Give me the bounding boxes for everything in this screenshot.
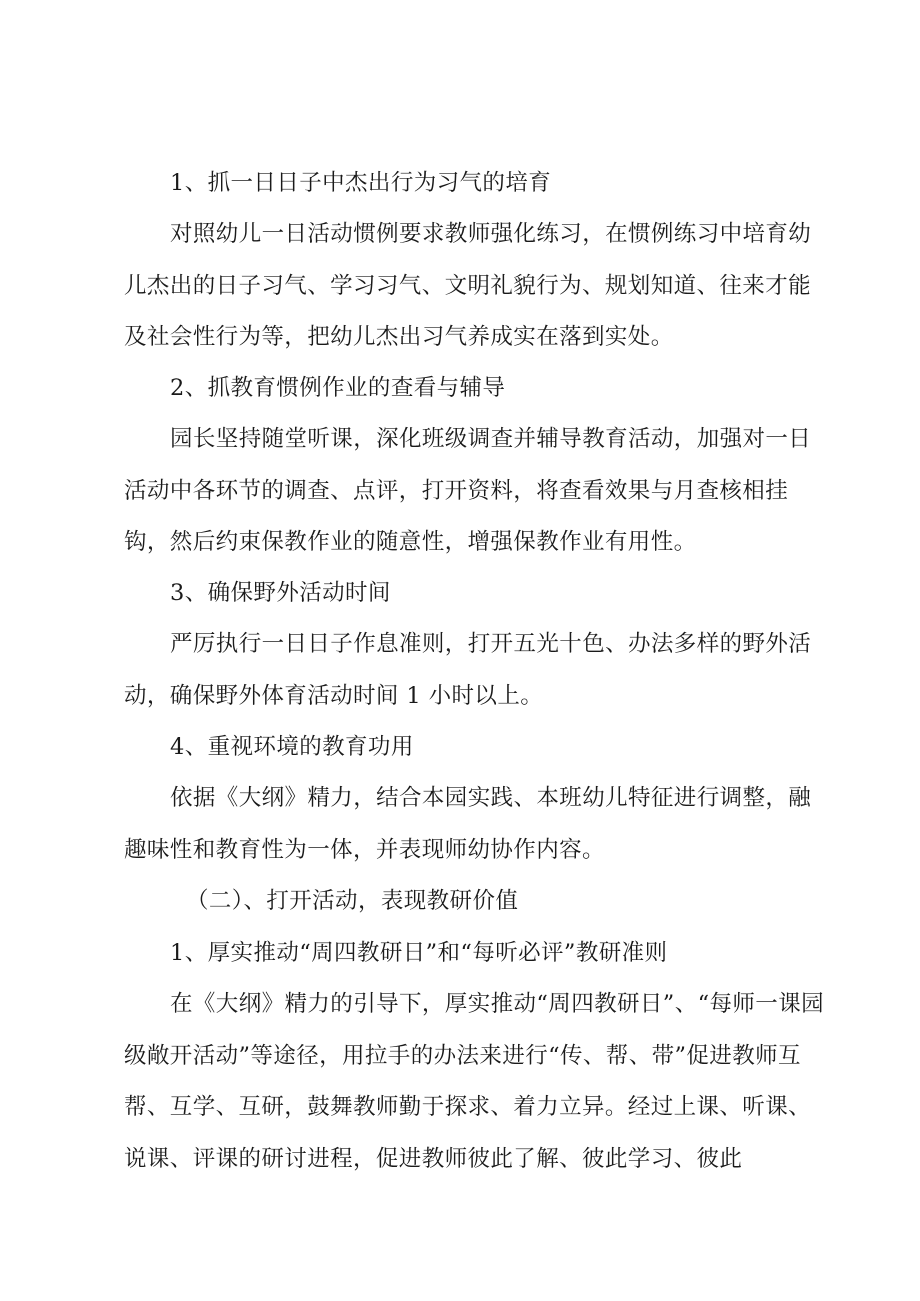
paragraph-daily-habits: 对照幼儿一日活动惯例要求教师强化练习，在惯例练习中培育幼儿杰出的日子习气、学习习气、文明礼貌行为、规划知道、往来才能及社会性行为等，把幼儿杰出习气养成实在落到实处。 [124, 221, 812, 350]
heading-thursday-research: 1、厚实推动“周四教研日”和“每听必评”教研准则 [170, 940, 668, 966]
heading-outdoor-time: 3、确保野外活动时间 [170, 580, 391, 606]
section-heading-research: （二）、打开活动，表现教研价值 [186, 888, 519, 914]
heading-daily-habits: 1、抓一日日子中杰出行为习气的培育 [170, 170, 552, 196]
heading-routine-inspection: 2、抓教育惯例作业的查看与辅导 [170, 375, 506, 401]
paragraph-environment: 依据《大纲》精力，结合本园实践、本班幼儿特征进行调整，融趣味性和教育性为一体，并表现师幼协作内容。 [124, 785, 812, 863]
paragraph-thursday-research: 在《大纲》精力的引导下，厚实推动“周四教研日”、“每师一课园级敞开活动”等途径，用拉手的办法来进行“传、帮、带”促进教师互帮、互学、互研，鼓舞教师勤于探求、着力立异。经过上课、听课、说课、评课的研讨进程，促进教师彼此了解、彼此学习、彼此 [124, 991, 825, 1172]
heading-environment: 4、重视环境的教育功用 [170, 734, 414, 760]
paragraph-outdoor-time: 严厉执行一日日子作息准则，打开五光十色、办法多样的野外活动，确保野外体育活动时间 1 小时以上。 [124, 631, 812, 709]
paragraph-routine-inspection: 园长坚持随堂听课，深化班级调查并辅导教育活动，加强对一日活动中各环节的调查、点评，打开资料，将查看效果与月查核相挂钩，然后约束保教作业的随意性，增强保教作业有用性。 [124, 426, 812, 555]
